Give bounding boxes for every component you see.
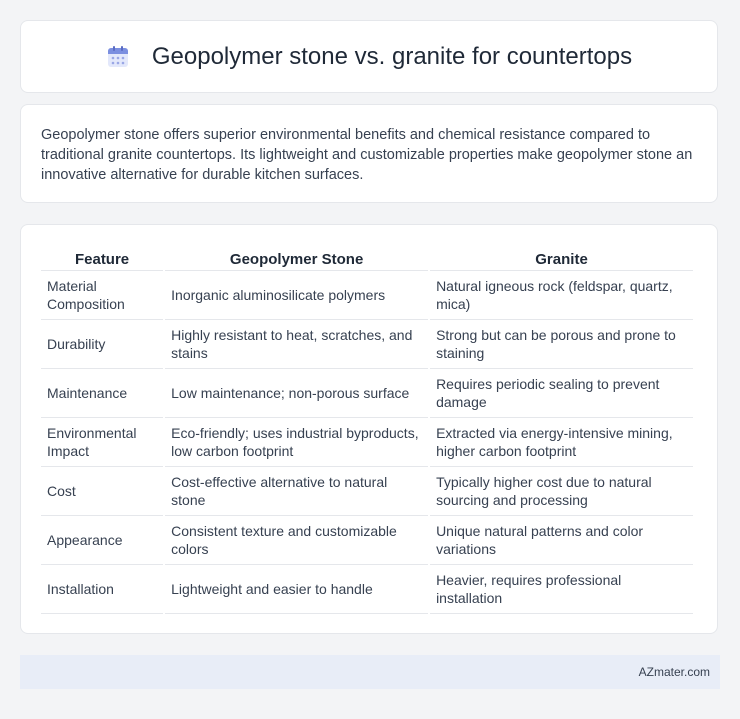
geopolymer-cell: Inorganic aluminosilicate polymers	[165, 271, 428, 320]
table-header-row	[41, 245, 693, 271]
comparison-table-card	[20, 224, 718, 634]
feature-cell: Maintenance	[41, 369, 163, 418]
footer-bar	[20, 655, 720, 689]
table-row	[41, 271, 693, 320]
column-header-geopolymer: Geopolymer Stone	[165, 245, 428, 271]
granite-cell: Requires periodic sealing to prevent damage	[430, 369, 693, 418]
geopolymer-cell: Low maintenance; non-porous surface	[165, 369, 428, 418]
table-row	[41, 418, 693, 467]
feature-cell: Material Composition	[41, 271, 163, 320]
comparison-table	[39, 245, 695, 614]
granite-cell: Extracted via energy-intensive mining, higher carbon footprint	[430, 418, 693, 467]
table-row	[41, 516, 693, 565]
feature-cell: Appearance	[41, 516, 163, 565]
table-row	[41, 369, 693, 418]
geopolymer-cell: Consistent texture and customizable colors	[165, 516, 428, 565]
geopolymer-cell: Cost-effective alternative to natural stone	[165, 467, 428, 516]
footer-brand[interactable]: AZmater.com	[638, 665, 710, 679]
table-row	[41, 467, 693, 516]
granite-cell: Heavier, requires professional installation	[430, 565, 693, 614]
granite-cell: Strong but can be porous and prone to staining	[430, 320, 693, 369]
calendar-icon	[106, 45, 130, 69]
title-card	[20, 20, 718, 93]
granite-cell: Typically higher cost due to natural sourcing and processing	[430, 467, 693, 516]
table-row	[41, 320, 693, 369]
column-header-feature: Feature	[41, 245, 163, 271]
table-row	[41, 565, 693, 614]
geopolymer-cell: Lightweight and easier to handle	[165, 565, 428, 614]
feature-cell: Installation	[41, 565, 163, 614]
granite-cell: Natural igneous rock (feldspar, quartz, mica)	[430, 271, 693, 320]
summary-text: Geopolymer stone offers superior environmental benefits and chemical resistance compared to traditional granite countertops. Its lightweight and customizable properties make geopolymer stone an innovative alternative for durable kitchen surfaces.	[41, 127, 693, 183]
summary-card	[20, 104, 718, 203]
geopolymer-cell: Highly resistant to heat, scratches, and stains	[165, 320, 428, 369]
feature-cell: Environmental Impact	[41, 418, 163, 467]
granite-cell: Unique natural patterns and color variations	[430, 516, 693, 565]
page-title: Geopolymer stone vs. granite for countertops	[151, 42, 633, 70]
geopolymer-cell: Eco-friendly; uses industrial byproducts, low carbon footprint	[165, 418, 428, 467]
feature-cell: Durability	[41, 320, 163, 369]
feature-cell: Cost	[41, 467, 163, 516]
column-header-granite: Granite	[430, 245, 693, 271]
